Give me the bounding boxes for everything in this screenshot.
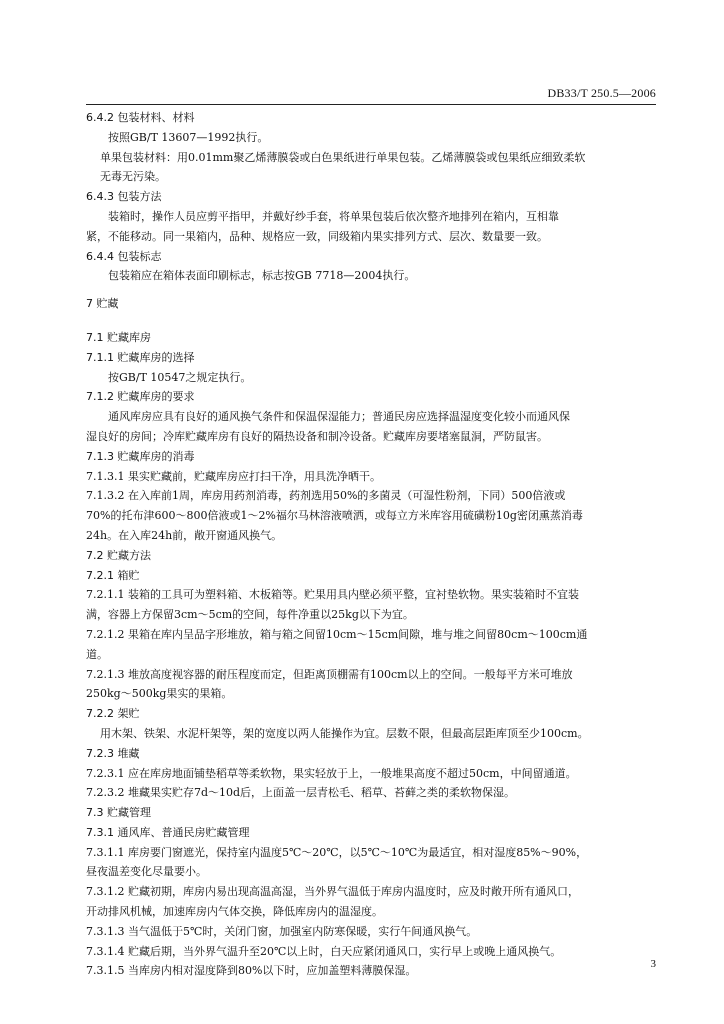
body-text-line: 7.2.1.1 装箱的工具可为塑料箱、木板箱等。贮果用具内壁必须平整，宜衬垫软物。果实装箱时不宜装: [86, 588, 579, 602]
body-text-line: 7.2.3.1 应在库房地面铺垫稻草等柔软物，果实轻放于上，一般堆果高度不超过50cm，中间留通道。: [86, 766, 577, 780]
section-heading: 7.1.2 贮藏库房的要求: [86, 390, 195, 404]
body-text-line: 7.3.1.1 库房要门窗遮光，保持室内温度5℃～20℃，以5℃～10℃为最适宜，相对湿度85%～90%，: [86, 845, 588, 859]
section-heading: 6.4.4 包装标志: [86, 249, 162, 263]
body-text-line: 7.2.3.2 堆藏果实贮存7d～10d后，上面盖一层青松毛、稻草、苔藓之类的柔软物保湿。: [86, 786, 516, 800]
body-text-line: 7.3.1.4 贮藏后期，当外界气温升至20℃以上时，白天应紧闭通风口，实行早上或晚上通风换气。: [86, 944, 562, 958]
section-heading: 7.1.1 贮藏库房的选择: [86, 350, 195, 364]
section-heading: 7.1.3 贮藏库房的消毒: [86, 449, 195, 463]
body-text-line: 通风库房应具有良好的通风换气条件和保温保湿能力；普通民房应选择温湿度变化较小而通风保: [108, 410, 570, 424]
section-heading: 7.3.1 通风库、普通民房贮藏管理: [86, 825, 250, 839]
section-heading: 7.1 贮藏库房: [86, 330, 151, 344]
body-text-line: 无毒无污染。: [100, 170, 166, 184]
section-heading: 6.4.2 包装材料、材料: [86, 111, 195, 124]
section-heading: 7.2.2 架贮: [86, 707, 140, 721]
body-text-line: 单果包装材料：用0.01mm聚乙烯薄膜袋或白色果纸进行单果包装。乙烯薄膜袋或包果纸应细致柔软: [100, 150, 586, 164]
body-text-line: 开动排风机械，加速库房内气体交换，降低库房内的温湿度。: [86, 905, 383, 919]
section-heading: 7.2.3 堆藏: [86, 746, 140, 760]
section-heading: 7.2.1 箱贮: [86, 568, 140, 582]
body-text-line: 包装箱应在箱体表面印刷标志，标志按GB 7718—2004执行。: [108, 269, 416, 283]
body-text-line: 装箱时，操作人员应剪平指甲，并戴好纱手套，将单果包装后依次整齐地排列在箱内，互相靠: [108, 209, 559, 223]
body-text-line: 7.1.3.1 果实贮藏前，贮藏库房应打扫干净，用具洗净晒干。: [86, 469, 381, 483]
body-text-line: 按GB/T 10547之规定执行。: [108, 370, 252, 384]
body-text-line: 用木架、铁架、水泥杆架等，架的宽度以两人能操作为宜。层数不限，但最高层距库顶至少100cm。: [100, 726, 589, 740]
body-text-line: 7.3.1.2 贮藏初期，库房内易出现高温高湿，当外界气温低于库房内温度时，应及时敞开所有通风口，: [86, 885, 579, 899]
body-text-line: 湿良好的房间；冷库贮藏库房有良好的隔热设备和制冷设备。贮藏库房要堵塞鼠洞，严防鼠害。: [86, 429, 548, 443]
section-heading: 7.3 贮藏管理: [86, 806, 151, 820]
body-text-line: 满，容器上方保留3cm～5cm的空间，每件净重以25kg以下为宜。: [86, 608, 414, 622]
section-heading: 7 贮藏: [86, 297, 119, 311]
section-heading: 7.2 贮藏方法: [86, 548, 151, 562]
body-text-line: 7.2.1.3 堆放高度视容器的耐压程度而定，但距离顶棚需有100cm以上的空间。一般每平方米可堆放: [86, 667, 573, 681]
section-heading: 6.4.3 包装方法: [86, 190, 162, 204]
body-text-line: 70%的托布津600～800倍液或1～2%福尔马林溶液喷洒，或每立方米库容用硫磺粉10g密闭熏蒸消毒: [86, 509, 583, 523]
body-text-line: 按照GB/T 13607—1992执行。: [108, 130, 269, 144]
body-text-line: 7.3.1.3 当气温低于5℃时，关闭门窗，加强室内防寒保暖，实行午间通风换气。: [86, 924, 478, 938]
body-text-line: 7.3.1.5 当库房内相对湿度降到80%以下时，应加盖塑料薄膜保湿。: [86, 964, 417, 978]
body-text-line: 紧，不能移动。同一果箱内，品种、规格应一致，同级箱内果实排列方式、层次、数量要一致。: [86, 229, 548, 243]
body-text-line: 道。: [86, 647, 108, 661]
document-body: [86, 108, 658, 981]
document-code-header: DB33/T 250.5—2006: [547, 86, 656, 100]
body-text-line: 7.1.3.2 在入库前1周，库房用药剂消毒，药剂选用50%的多菌灵（可湿性粉剂，下同）500倍液或: [86, 489, 566, 503]
header-rule: [86, 104, 656, 105]
body-text-line: 250kg～500kg果实的果箱。: [86, 687, 233, 701]
body-text-line: 24h。在入库24h前，敞开窗通风换气。: [86, 528, 283, 542]
page-number: 3: [650, 958, 656, 970]
body-text-line: 7.2.1.2 果箱在库内呈品字形堆放，箱与箱之间留10cm～15cm间隙，堆与堆之间留80cm～100cm通: [86, 627, 588, 641]
body-text-line: 昼夜温差变化尽量要小。: [86, 865, 207, 879]
